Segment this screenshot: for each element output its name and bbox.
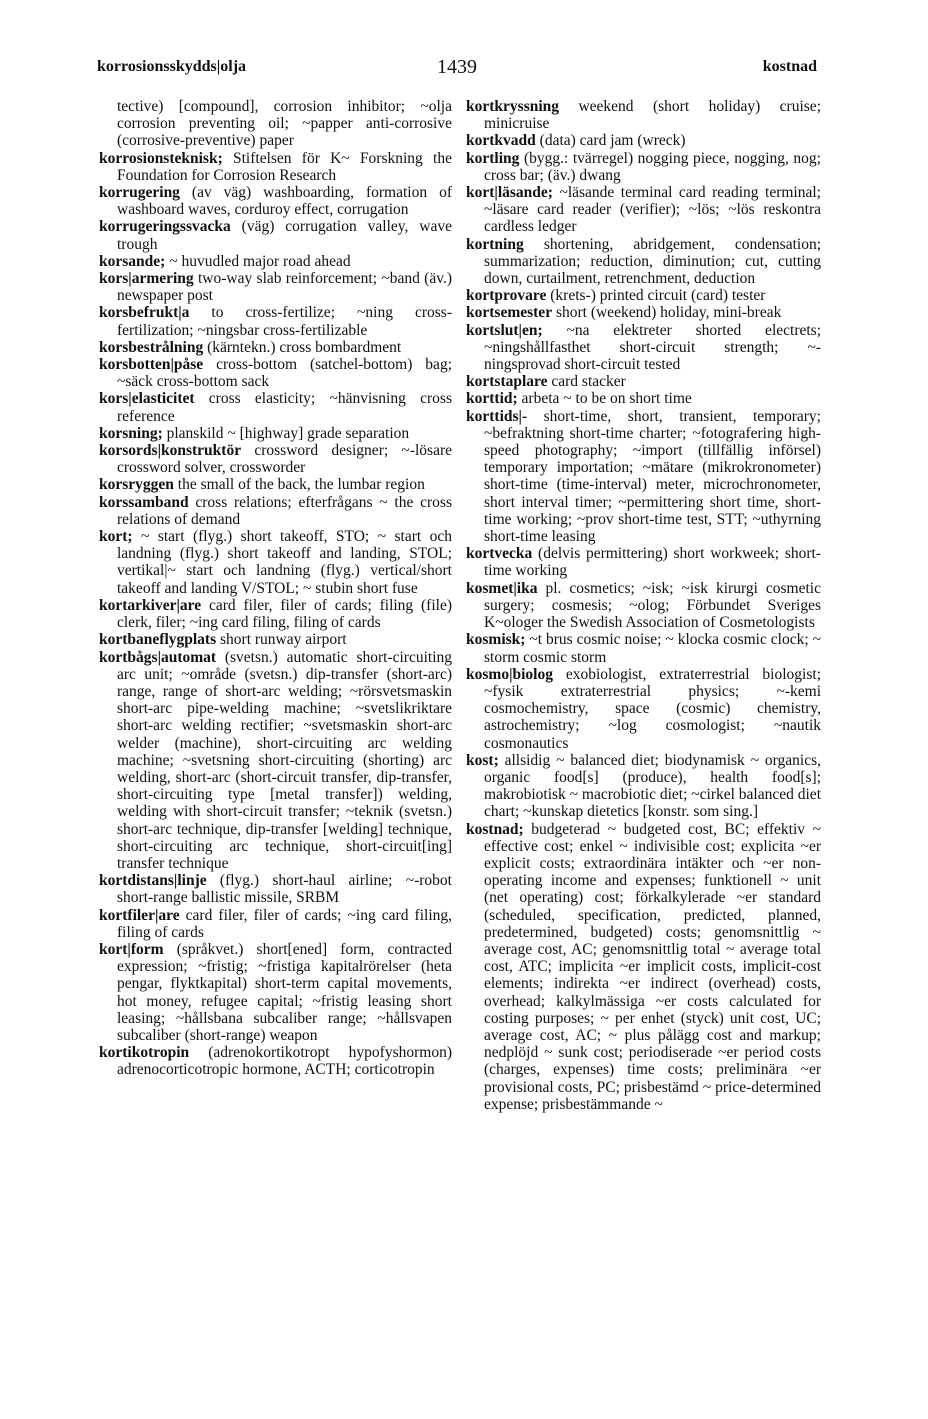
entry-headword: korrosionsteknisk; xyxy=(99,149,223,167)
entry-definition: to cross-fertilize; ~ning cross-fertilization; ~ningsbar cross-fertilizable xyxy=(117,304,452,339)
dictionary-entry xyxy=(99,184,452,218)
dictionary-entry xyxy=(466,287,821,304)
dictionary-entry xyxy=(466,236,821,288)
entry-headword: kortbågs|automat xyxy=(99,648,217,666)
dictionary-entry xyxy=(99,253,452,270)
dictionary-entry xyxy=(99,941,452,1044)
entry-headword: korttids|- xyxy=(466,407,528,425)
dictionary-entry xyxy=(99,476,452,493)
entry-headword: kortprovare xyxy=(466,287,547,305)
entry-definition: the small of the back, the lumbar region xyxy=(173,476,425,494)
entry-definition: (flyg.) short-haul airline; ~-robot short-range ballistic missile, SRBM xyxy=(117,872,452,907)
entry-definition: (språkvet.) short[ened] form, contracted expression; ~fristig; ~fristiga kapitalrörelser (heta pengar, flyktkapital) short-term capital movements, hot money, refugee capital; ~fristig leasing short leasing; ~hållsbana subcaliber range; ~hållsvapen subcaliber (short-range) weapon xyxy=(117,940,452,1044)
entry-definition: arbeta ~ to be on short time xyxy=(517,390,692,408)
entry-headword: kort|läsande; xyxy=(466,184,553,202)
dictionary-entry xyxy=(466,545,821,579)
page-number: 1439 xyxy=(437,56,477,78)
entry-definition: (bygg.: tvärregel) nogging piece, nogging, nog; cross bar; (äv.) dwang xyxy=(484,149,821,184)
entry-headword: kortslut|en; xyxy=(466,321,543,339)
entry-definition: planskild ~ [highway] grade separation xyxy=(162,424,410,442)
entry-headword: korsande; xyxy=(99,252,166,270)
dictionary-entry xyxy=(99,528,452,597)
entry-headword: kort|form xyxy=(99,940,164,958)
dictionary-entry xyxy=(99,356,452,390)
dictionary-entry xyxy=(99,390,452,424)
entry-definition: ~na elektreter shorted electrets; ~ningshållfasthet short-circuit strength; ~-ningsprovad short-circuit tested xyxy=(484,321,821,374)
entry-headword: kortkvadd xyxy=(466,132,536,150)
dictionary-entry xyxy=(99,150,452,184)
entry-headword: korssamband xyxy=(99,493,189,511)
entry-headword: korsbefrukt|a xyxy=(99,304,190,322)
dictionary-entry xyxy=(466,390,821,407)
entry-definition: ~läsande terminal card reading terminal; ~läsare card reader (verifier); ~lös; ~lös reskontra cardless ledger xyxy=(484,184,821,236)
entry-headword: kortkryssning xyxy=(466,98,560,115)
entry-headword: kostnad; xyxy=(466,820,524,838)
entry-definition: ~ start (flyg.) short takeoff, STO; ~ start och landning (flyg.) short takeoff and landing, STOL; vertikal|~ start och landning (flyg.) vertical/short takeoff and landing V/STOL; ~ stubin short fuse xyxy=(117,528,452,597)
entry-headword: kost; xyxy=(466,751,499,769)
entry-headword: kortsemester xyxy=(466,304,553,322)
dictionary-entry xyxy=(99,1044,452,1078)
entry-headword: kortikotropin xyxy=(99,1044,190,1062)
entry-definition: (data) card jam (wreck) xyxy=(535,132,686,150)
left-guideword: korrosionsskydds|olja xyxy=(97,58,247,75)
entry-definition: Stiftelsen för K~ Forskning the Foundation for Corrosion Research xyxy=(117,149,452,184)
entry-headword: korsryggen xyxy=(99,476,174,494)
entry-headword: kortling xyxy=(466,149,520,167)
entry-definition: crossword designer; ~-lösare crossword solver, crossworder xyxy=(117,442,452,477)
entry-definition: short (weekend) holiday, mini-break xyxy=(552,304,782,322)
dictionary-entry xyxy=(99,649,452,873)
entry-headword: korsbestrålning xyxy=(99,338,204,356)
entry-definition: two-way slab reinforcement; ~band (äv.) newspaper post xyxy=(117,270,452,305)
entry-definition: card filer, filer of cards; ~ing card filing, filing of cards xyxy=(117,906,452,941)
left-column xyxy=(99,98,452,1079)
page-header xyxy=(97,58,817,82)
entry-definition: allsidig ~ balanced diet; biodynamisk ~ organics, organic food[s] (produce), health food[s]; makrobiotisk ~ macrobiotic diet; ~cirkel balanced diet chart; ~kunskap dietetics [konstr. som sing.] xyxy=(484,751,821,821)
dictionary-entry xyxy=(466,150,821,184)
dictionary-entry xyxy=(99,597,452,631)
dictionary-entry xyxy=(99,907,452,941)
entry-definition: (delvis permittering) short workweek; short-time working xyxy=(484,545,821,580)
entry-headword: korrugeringssvacka xyxy=(99,218,231,236)
dictionary-entry xyxy=(466,821,821,1113)
entry-definition: (väg) corrugation valley, wave trough xyxy=(117,218,452,253)
dictionary-entry xyxy=(99,339,452,356)
entry-definition: exobiologist, extraterrestrial biologist; ~fysik extraterrestrial physics; ~-kemi cosmochemistry, space (cosmic) chemistry, astrochemistry; ~log cosmologist; ~nautik cosmonautics xyxy=(484,665,821,752)
entry-headword: korsning; xyxy=(99,424,163,442)
entry-definition: (svetsn.) automatic short-circuiting arc unit; ~område (svetsn.) dip-transfer (short-arc) range, range of short-arc welding; ~rörsvetsmaskin short-arc pipe-welding machine; ~svetslikriktare short-arc welding rectifier; ~svetsmaskin short-arc welder (machine), short-circuiting arc welding machine; ~svetsning short-circuiting (shorting) arc welding, short-arc (short-circuit transfer, dip-transfer, short-circuiting type [metal transfer]) welding, welding with short-circuit transfer; ~teknik (svetsn.) short-arc technique, dip-transfer [welding] technique, short-circuiting arc technique, short-circuit[ing] transfer technique xyxy=(117,648,452,872)
entry-headword: korrugering xyxy=(99,184,180,202)
dictionary-entry xyxy=(99,442,452,476)
entry-headword: kortarkiver|are xyxy=(99,596,202,614)
entry-headword: kors|elasticitet xyxy=(99,390,195,408)
entry-definition: card filer, filer of cards; filing (file) clerk, filer; ~ing card filing, filing of cards xyxy=(117,596,452,632)
entry-definition: (av väg) washboarding, formation of washboard waves, corduroy effect, corrugation xyxy=(117,184,452,219)
entry-definition: cross relations; efterfrågans ~ the cross relations of demand xyxy=(117,493,452,528)
entry-headword: kosmet|ika xyxy=(466,579,538,597)
entry-definition: ~t brus cosmic noise; ~ klocka cosmic clock; ~ storm cosmic storm xyxy=(484,631,821,666)
entry-headword: kosmo|biolog xyxy=(466,665,553,683)
dictionary-entry xyxy=(466,304,821,321)
dictionary-entry xyxy=(99,494,452,528)
dictionary-entry xyxy=(466,373,821,390)
entry-definition: tective) [compound], corrosion inhibitor; ~olja corrosion preventing oil; ~papper anti-corrosive (corrosive-preventive) paper xyxy=(117,98,452,150)
dictionary-entry xyxy=(99,425,452,442)
dictionary-entry xyxy=(466,666,821,752)
dictionary-entry xyxy=(99,631,452,648)
dictionary-entry xyxy=(466,184,821,236)
entry-headword: kort; xyxy=(99,528,133,546)
right-column xyxy=(466,98,821,1113)
dictionary-entry xyxy=(466,631,821,665)
entry-headword: kors|armering xyxy=(99,270,194,288)
dictionary-entry xyxy=(466,322,821,374)
entry-definition: pl. cosmetics; ~isk; ~isk kirurgi cosmetic surgery; cosmesis; ~olog; Förbundet Sveriges K~ologer the Swedish Association of Cosmetologists xyxy=(484,579,821,632)
dictionary-entry xyxy=(466,580,821,632)
entry-definition: card stacker xyxy=(547,373,626,391)
entry-headword: kortdistans|linje xyxy=(99,872,207,890)
dictionary-entry xyxy=(466,752,821,821)
entry-definition: budgeterad ~ budgeted cost, BC; effektiv ~ effective cost; enkel ~ indivisible cost; explicita ~er explicit costs; extraordinära intäkter och ~er non-operating income and expenses; funktionell ~ unit (net operating) cost; förkalkylerade ~er standard (scheduled, specification, predicted, planned, predetermined, budgeted) costs; genomsnittlig ~ average cost, AC; genomsnittlig total ~ average total cost, ATC; implicita ~er implicit costs, implicit-cost elements; indirekta ~er indirect (overhead) costs, overhead; kalkylmässiga ~er costs calculated for costing purposes; ~ per enhet (styck) unit cost, UC; average cost, AC; ~ plus pålägg cost and markup; nedplöjd ~ sunk cost; periodiserade ~er period costs (charges, expenses) time costs; preliminära ~er provisional costs, PC; prisbestämd ~ price-determined expense; prisbestämmande ~ xyxy=(484,820,821,1113)
entry-headword: kortstaplare xyxy=(466,373,548,391)
entry-definition: (adrenokortikotropt hypofyshormon) adrenocorticotropic hormone, ACTH; corticotropin xyxy=(117,1044,452,1079)
entry-headword: korsords|konstruktör xyxy=(99,442,242,460)
entry-headword: korttid; xyxy=(466,390,518,408)
entry-headword: kortvecka xyxy=(466,545,533,563)
entry-definition: short runway airport xyxy=(216,631,347,649)
entry-definition: cross elasticity; ~hänvisning cross reference xyxy=(117,390,452,425)
entry-headword: kortfiler|are xyxy=(99,906,180,924)
dictionary-entry xyxy=(99,98,452,150)
entry-definition: ~ huvudled major road ahead xyxy=(165,252,351,270)
entry-headword: kortbaneflygplats xyxy=(99,631,217,649)
dictionary-entry xyxy=(99,304,452,338)
entry-definition: short-time, short, transient, temporary; ~befraktning short-time charter; ~fotografering high-speed photography; ~import (tillfällig införsel) temporary importation; ~mätare (mikrokronometer) short-time (time-interval) meter, microchronometer, short interval timer; ~permittering short time, short-time working; ~prov short-time test, STT; ~uthyrning short-time leasing xyxy=(484,407,821,546)
right-guideword: kostnad xyxy=(762,58,817,75)
dictionary-entry xyxy=(466,408,821,546)
entry-definition: weekend (short holiday) cruise; minicruise xyxy=(484,98,821,133)
entry-headword: korsbotten|påse xyxy=(99,356,204,374)
dictionary-entry xyxy=(99,270,452,304)
entry-headword: kortning xyxy=(466,235,524,253)
entry-headword: kosmisk; xyxy=(466,631,526,649)
dictionary-entry xyxy=(99,218,452,252)
dictionary-entry xyxy=(466,132,821,149)
dictionary-entry xyxy=(466,98,821,132)
entry-definition: (krets-) printed circuit (card) tester xyxy=(546,287,766,305)
entry-definition: shortening, abridgement, condensation; summarization; reduction, diminution; cut, cutting down, curtailment, retrenchment, deduction xyxy=(484,235,821,288)
entry-definition: cross-bottom (satchel-bottom) bag; ~säck cross-bottom sack xyxy=(117,356,452,391)
entry-definition: (kärntekn.) cross bombardment xyxy=(203,338,402,356)
dictionary-entry xyxy=(99,872,452,906)
